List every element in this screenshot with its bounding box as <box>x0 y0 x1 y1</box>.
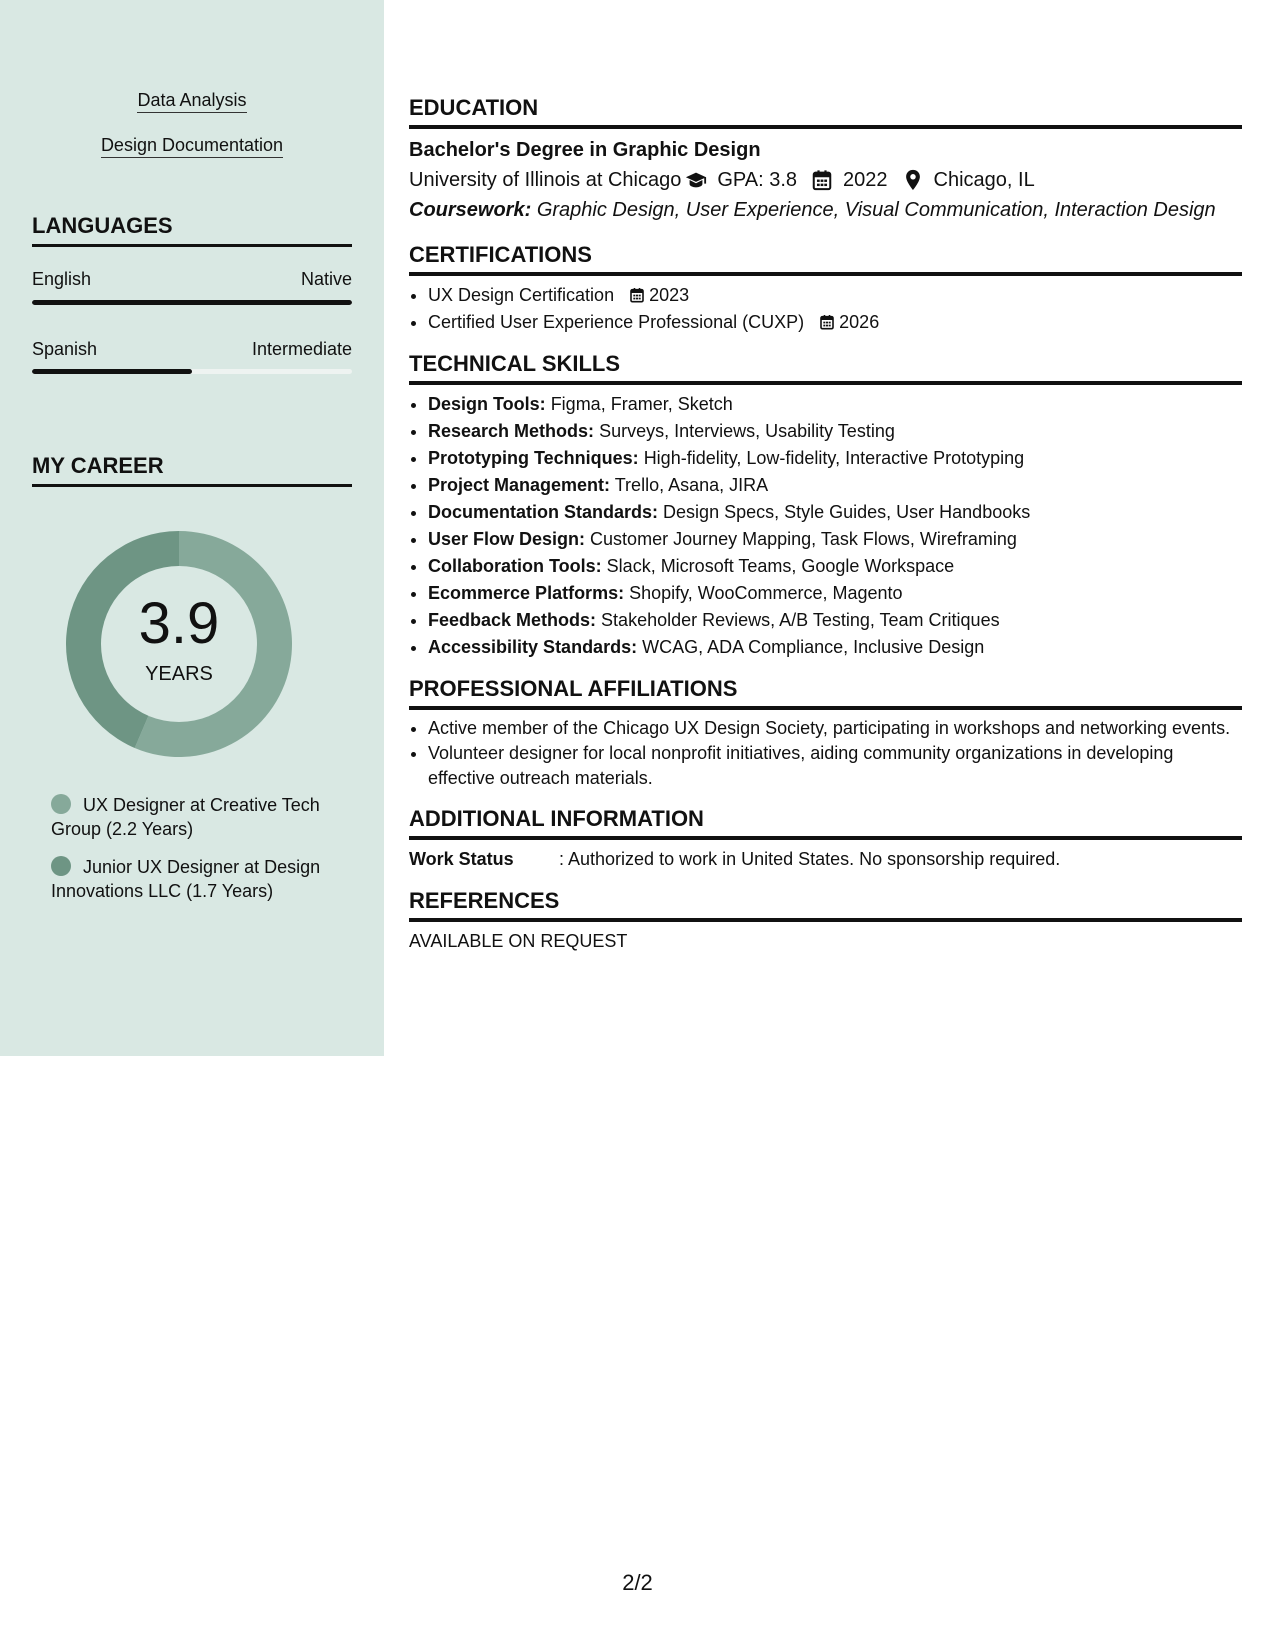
affiliations-heading: PROFESSIONAL AFFILIATIONS <box>409 675 1242 710</box>
skill-value: High-fidelity, Low-fidelity, Interactive Prototyping <box>643 448 1025 468</box>
language-proficiency-fill <box>32 300 352 305</box>
skill-value: WCAG, ADA Compliance, Inclusive Design <box>642 637 985 657</box>
technical-skills-list <box>409 391 1242 661</box>
list-item <box>428 418 1242 445</box>
calendar-icon <box>819 313 835 331</box>
career-donut-chart <box>66 531 292 757</box>
location-pin-icon <box>902 169 924 191</box>
education-heading: EDUCATION <box>409 94 1242 129</box>
skill-label: Design Tools: <box>428 394 546 414</box>
certifications-list <box>409 282 1242 336</box>
career-legend-label: UX Designer at Creative Tech Group (2.2 Years) <box>51 795 320 839</box>
skill-label: Feedback Methods: <box>428 610 597 630</box>
career-total-unit: YEARS <box>145 663 213 685</box>
work-status-label: Work Status <box>409 849 514 869</box>
skill-tag-label: Data Analysis <box>137 90 246 113</box>
list-item: • Volunteer designer for local nonprofit initiatives, aiding community organizations in developing effective outreach materials. <box>428 741 1242 791</box>
list-item <box>428 526 1242 553</box>
coursework-label: Coursework: <box>409 199 532 221</box>
skill-value: Trello, Asana, JIRA <box>614 475 769 495</box>
language-row <box>32 337 352 361</box>
skill-label: Collaboration Tools: <box>428 556 602 576</box>
languages-heading: LANGUAGES <box>32 212 352 247</box>
legend-dot-icon <box>51 856 71 876</box>
sidebar <box>0 0 384 1056</box>
list-item <box>428 282 1242 309</box>
career-heading: MY CAREER <box>32 452 352 487</box>
skill-value: Shopify, WooCommerce, Magento <box>629 583 903 603</box>
coursework-list: Graphic Design, User Experience, Visual Communication, Interaction Design <box>536 199 1216 221</box>
career-legend-item <box>51 855 341 903</box>
calendar-icon <box>811 169 833 191</box>
skill-value: Customer Journey Mapping, Task Flows, Wireframing <box>590 529 1017 549</box>
list-item <box>428 580 1242 607</box>
certifications-heading: CERTIFICATIONS <box>409 241 1242 276</box>
work-status-value: : Authorized to work in United States. No sponsorship required. <box>559 849 1061 869</box>
main-content <box>409 94 1242 955</box>
legend-dot-icon <box>51 794 71 814</box>
skill-label: Documentation Standards: <box>428 502 659 522</box>
certification-year: 2023 <box>649 285 690 305</box>
skill-value: Figma, Framer, Sketch <box>550 394 733 414</box>
work-status-row <box>409 846 1242 873</box>
gpa: GPA: 3.8 <box>717 169 798 191</box>
skill-label: Research Methods: <box>428 421 595 441</box>
skill-tag <box>0 133 384 157</box>
skill-label: User Flow Design: <box>428 529 586 549</box>
list-item <box>428 499 1242 526</box>
list-item <box>428 634 1242 661</box>
page-number: 2/2 <box>622 1570 653 1595</box>
calendar-icon <box>629 286 645 304</box>
technical-skills-heading: TECHNICAL SKILLS <box>409 350 1242 385</box>
certification-name: UX Design Certification <box>428 285 615 305</box>
list-item <box>428 309 1242 336</box>
language-level: Intermediate <box>251 339 352 359</box>
career-legend-item <box>51 793 341 841</box>
language-proficiency-bar <box>32 369 352 374</box>
list-item <box>428 391 1242 418</box>
references-heading: REFERENCES <box>409 887 1242 922</box>
language-name: Spanish <box>32 339 98 359</box>
skill-tag-label: Design Documentation <box>101 135 283 158</box>
skill-value: Surveys, Interviews, Usability Testing <box>599 421 895 441</box>
skill-label: Prototyping Techniques: <box>428 448 639 468</box>
skill-label: Project Management: <box>428 475 611 495</box>
school-name: University of Illinois at Chicago <box>409 169 682 191</box>
skill-label: Accessibility Standards: <box>428 637 638 657</box>
education-location: Chicago, IL <box>933 169 1035 191</box>
additional-information-heading: ADDITIONAL INFORMATION <box>409 805 1242 840</box>
list-item <box>428 445 1242 472</box>
list-item <box>428 472 1242 499</box>
language-proficiency-fill <box>32 369 192 374</box>
language-name: English <box>32 269 92 289</box>
language-row <box>32 267 352 291</box>
skill-value: Design Specs, Style Guides, User Handbooks <box>663 502 1031 522</box>
list-item: • Active member of the Chicago UX Design Society, participating in workshops and networking events. <box>428 716 1242 741</box>
career-total-value: 3.9 <box>138 591 220 656</box>
degree-title: Bachelor's Degree in Graphic Design <box>409 139 761 161</box>
graduation-cap-icon <box>685 169 707 191</box>
language-proficiency-bar <box>32 300 352 305</box>
skill-label: Ecommerce Platforms: <box>428 583 625 603</box>
list-item <box>428 607 1242 634</box>
coursework <box>409 195 1242 225</box>
language-level: Native <box>300 269 352 289</box>
affiliations-list <box>409 716 1242 791</box>
skill-tag <box>0 88 384 112</box>
career-legend-label: Junior UX Designer at Design Innovations LLC (1.7 Years) <box>51 857 321 901</box>
list-item <box>428 553 1242 580</box>
certification-name: Certified User Experience Professional (CUXP) <box>428 312 805 332</box>
graduation-year: 2022 <box>843 169 888 191</box>
skill-value: Stakeholder Reviews, A/B Testing, Team Critiques <box>601 610 1000 630</box>
education-details <box>409 165 1242 195</box>
skill-value: Slack, Microsoft Teams, Google Workspace <box>606 556 955 576</box>
certification-year: 2026 <box>839 312 880 332</box>
references-text: AVAILABLE ON REQUEST <box>409 931 628 951</box>
